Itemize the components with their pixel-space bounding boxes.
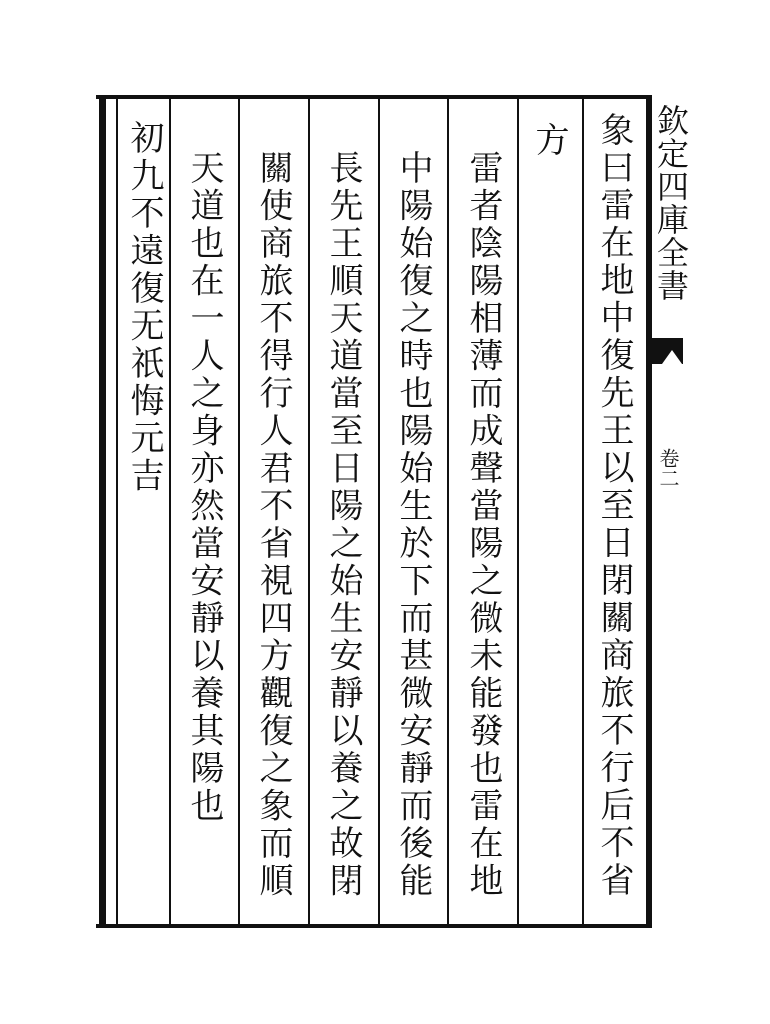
column-rule: [582, 97, 584, 926]
volume-label: 卷二: [656, 448, 680, 488]
column-rule: [169, 97, 171, 926]
text-column-6: 關使商旅不得行人君不省視四方觀復之象而順: [253, 150, 293, 900]
left-border-inner: [116, 95, 118, 928]
text-column-1: 象曰雷在地中復先王以至日閉關商旅不行后不省: [594, 112, 634, 900]
column-rule: [378, 97, 380, 926]
text-column-4: 中陽始復之時也陽始生於下而甚微安靜而後能: [393, 150, 433, 900]
text-column-8: 初九不遠復无祇悔元吉: [124, 120, 164, 495]
left-border-outer: [99, 95, 106, 928]
text-column-5: 長先王順天道當至日陽之始生安靜以養之故閉: [323, 150, 363, 900]
book-title: 欽定四庫全書: [652, 104, 690, 302]
text-column-7: 天道也在一人之身亦然當安靜以養其陽也: [184, 150, 224, 825]
column-rule: [517, 97, 519, 926]
text-column-3: 雷者陰陽相薄而成聲當陽之微未能發也雷在地: [463, 150, 503, 900]
bottom-border: [96, 924, 652, 928]
column-rule: [308, 97, 310, 926]
column-rule: [238, 97, 240, 926]
fishtail-mark-icon: [649, 338, 683, 364]
top-border: [96, 95, 652, 99]
column-rule: [447, 97, 449, 926]
text-column-2: 方: [529, 122, 569, 160]
